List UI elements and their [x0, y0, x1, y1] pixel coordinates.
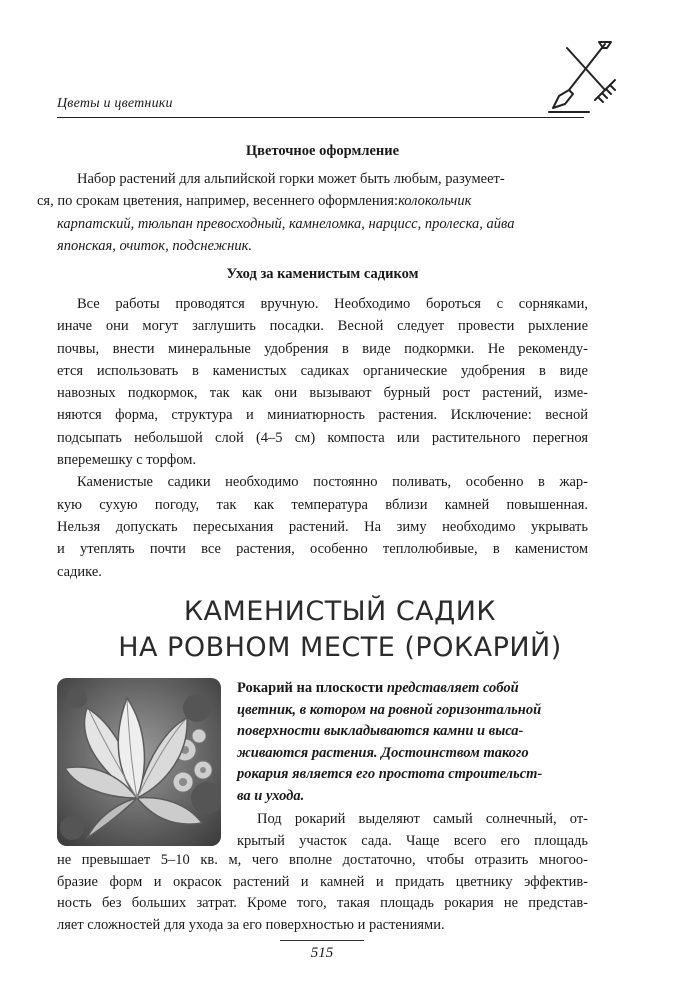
lead-italic: ва и ухода. [237, 787, 305, 804]
lead-italic: цветник, в котором на ровной горизонтальной [237, 701, 542, 718]
italic-span: японская, очиток, подснежник. [57, 237, 253, 254]
hosta-plant-photo [57, 678, 221, 846]
text-line: иначе они могут заглушить посадки. Весной следует провести рыхление [57, 318, 588, 335]
lead-italic: поверхности выкладываются камни и выса- [237, 723, 524, 739]
italic-span: колокольчик [398, 193, 472, 210]
text-line: Нельзя допускать пересыхания растений. На зиму необходимо укрывать [57, 518, 588, 535]
text-line: няются форма, структура и миниатюрность растения. Исключение: весной [57, 407, 588, 424]
text-line: крытый участок сада. Чаще всего его площадь [237, 832, 588, 849]
body-paragraph [57, 293, 588, 471]
text-line: ется использовать в каменистых садиках органические удобрения в виде [57, 362, 588, 379]
rockery-continuation [57, 850, 588, 936]
text-line: садике. [57, 563, 102, 580]
italic-span: карпатский, тюльпан превосходный, камнеломка, нарцисс, пролеска, айва [57, 215, 515, 232]
text-span: Набор растений для альпийской горки может быть любым, разумеет- [77, 171, 505, 187]
rockery-intro [237, 678, 588, 852]
body-paragraph [57, 471, 588, 582]
lead-paragraph [237, 678, 588, 807]
text-line: Каменистые садики необходимо постоянно поливать, особенно в жар- [77, 474, 588, 491]
section-flower-design [37, 141, 588, 257]
text-line: ляет сложностей для ухода за его поверхностью и растениями. [57, 916, 445, 933]
lead-italic: рокария является его простота строительст- [237, 766, 543, 782]
garden-tools-icon [545, 38, 625, 114]
body-paragraph [37, 168, 588, 257]
text-line: навозных подкормок, так как они вызывают бурный рост растений, изме- [57, 385, 588, 402]
photo-illustration [57, 678, 221, 846]
text-line: бразие форм и окрасок растений и камней и придать цветнику эффектив- [57, 873, 588, 890]
text-line: ность без больших затрат. Кроме того, такая площадь рокария не представ- [57, 895, 588, 911]
text-line: кую сухую погоду, так как температура вблизи камней повышенная. [57, 496, 588, 513]
text-line: почвы, внести минеральные удобрения в виде подкормки. Не рекоменду- [57, 340, 588, 357]
page-number: 515 [310, 945, 334, 961]
section-care [57, 264, 588, 583]
lead-term: Рокарий на плоскости [237, 680, 384, 696]
text-line: Под рокарий выделяют самый солнечный, от- [257, 811, 588, 827]
header-rule [57, 117, 584, 118]
running-title: Цветы и цветники [57, 96, 173, 111]
text-line: Все работы проводятся вручную. Необходимо бороться с сорняками, [77, 296, 588, 312]
lead-italic: живаются растения. Достоинством такого [237, 744, 529, 761]
chapter-title-line: НА РОВНОМ МЕСТЕ (РОКАРИЙ) [118, 632, 562, 663]
text-line: и утеплять почти все растения, особенно теплолюбивые, в каменистом [57, 541, 588, 558]
section-heading: Уход за каменистым садиком [226, 266, 419, 282]
section-heading: Цветочное оформление [245, 143, 400, 159]
chapter-title-line: КАМЕНИСТЫЙ САДИК [183, 596, 497, 627]
chapter-title [40, 594, 640, 666]
footer-rule [280, 940, 364, 941]
lead-italic: представляет собой [383, 680, 519, 696]
text-line: подсыпать небольшой слой (4–5 см) компоста или растительного перегноя [57, 429, 588, 446]
text-line: вперемешку с торфом. [57, 452, 197, 469]
text-line: не превышает 5–10 кв. м, чего вполне достаточно, чтобы отразить многоо- [57, 852, 588, 868]
text-span: ся, по срокам цветения, например, весеннего оформления: [37, 193, 399, 210]
